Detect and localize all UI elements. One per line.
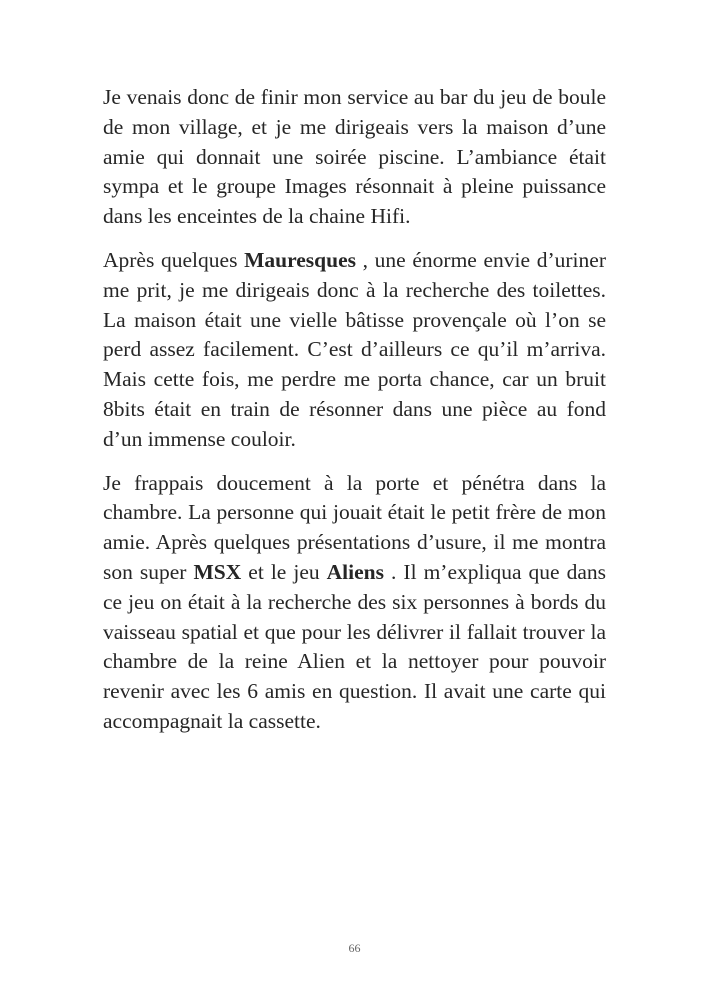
paragraph-text: Après quelques xyxy=(103,247,245,272)
paragraph xyxy=(103,83,606,232)
paragraph-text: , une énorme envie d’uriner me prit, je me dirigeais donc à la recherche des toilettes. La maison était une vielle bâtisse provençale où l’on se perd assez facilement. C’est d’ailleurs ce qu’il m’arriva. Mais cette fois, me perdre me porta chance, car un bruit 8bits était en train de résonner dans une pièce au fond d’un immense couloir. xyxy=(103,247,606,451)
bold-term-aliens: Aliens xyxy=(326,559,384,584)
bold-term-msx: MSX xyxy=(193,559,242,584)
paragraph xyxy=(103,469,606,737)
bold-term-mauresques: Mauresques xyxy=(244,247,356,272)
paragraph-text: . Il m’expliqua que dans ce jeu on était à la recherche des six personnes à bords du vaisseau spatial et que pour les délivrer il fallait trouver la chambre de la reine Alien et la nettoyer pour pouvoir revenir avec les 6 amis en question. Il avait une carte qui accompagnait la cassette. xyxy=(103,559,606,733)
paragraph-text: Je frappais doucement à la porte et pénétra dans la chambre. La personne qui jouait était le petit frère de mon amie. Après quelques présentations d’usure, il me montra son super xyxy=(103,470,606,584)
paragraph-text: Je venais donc de finir mon service au bar du jeu de boule de mon village, et je me dirigeais vers la maison d’une amie qui donnait une soirée piscine. L’ambiance était sympa et le groupe Images résonnait à pleine puissance dans les enceintes de la chaine Hifi. xyxy=(103,85,606,229)
body-text xyxy=(103,83,606,751)
page-number: 66 xyxy=(348,941,361,955)
paragraph xyxy=(103,246,606,455)
paragraph-text: et le jeu xyxy=(241,559,327,584)
